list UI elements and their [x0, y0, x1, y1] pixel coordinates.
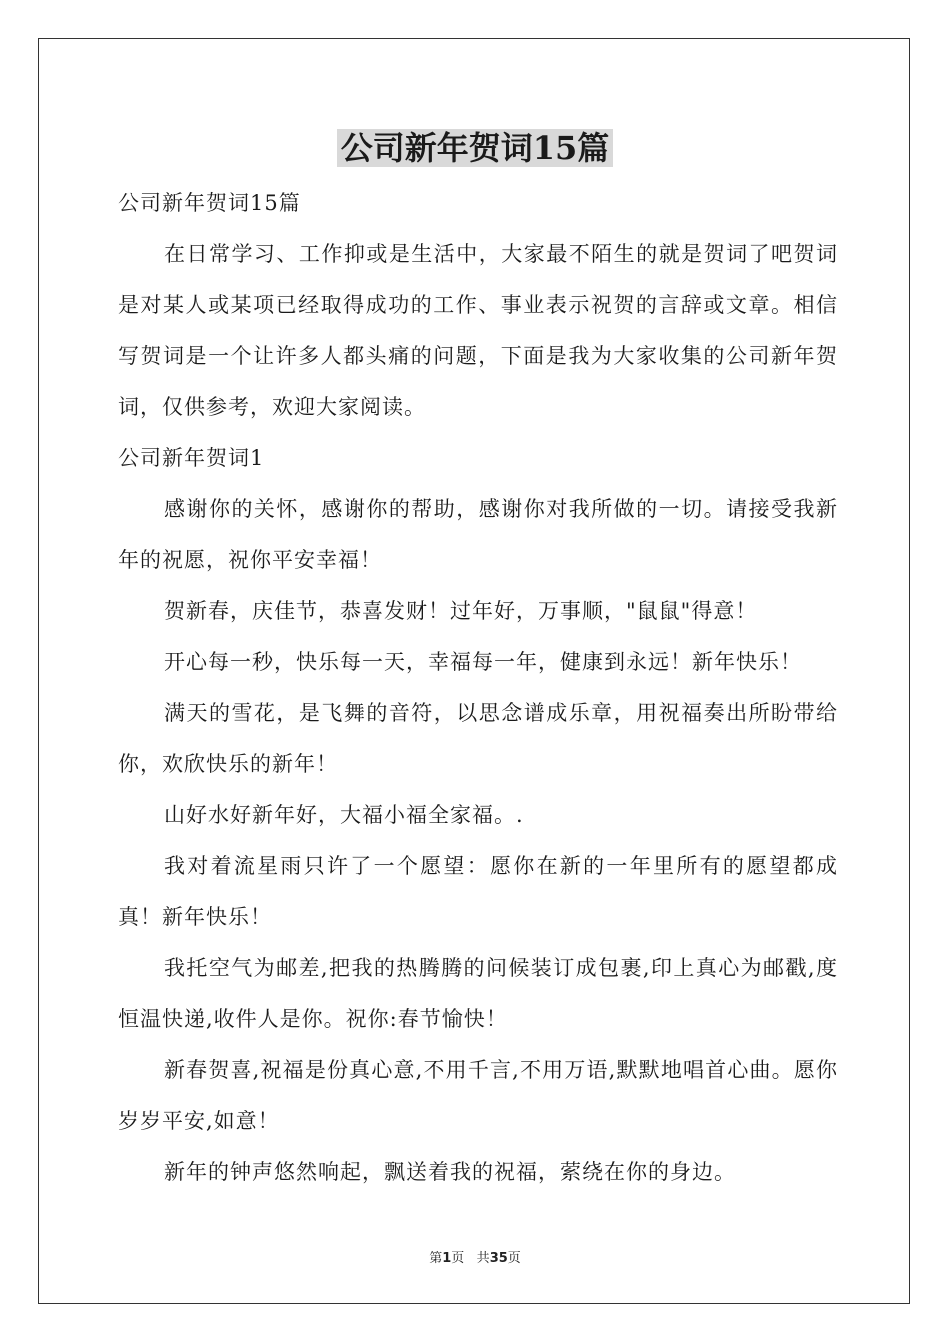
footer-page-number: 1	[442, 1251, 452, 1266]
paragraph: 新春贺喜,祝福是份真心意,不用千言,不用万语,默默地唱首心曲。愿你岁岁平安,如意！	[118, 1058, 838, 1133]
document-title-text: 公司新年贺词15篇	[337, 129, 614, 167]
paragraph: 开心每一秒，快乐每一天，幸福每一年，健康到永远！新年快乐！	[164, 650, 802, 674]
paragraph: 新年的钟声悠然响起，飘送着我的祝福，萦绕在你的身边。	[164, 1160, 736, 1184]
footer-prefix: 第	[429, 1251, 443, 1266]
footer-total-suffix: 页	[507, 1251, 521, 1266]
paragraph: 满天的雪花，是飞舞的音符，以思念谱成乐章，用祝福奏出所盼带给你，欢欣快乐的新年！	[118, 701, 838, 776]
paragraph: 在日常学习、工作抑或是生活中，大家最不陌生的就是贺词了吧贺词是对某人或某项已经取得成功的工作、事业表示祝贺的言辞或文章。相信写贺词是一个让许多人都头痛的问题，下面是我为大家收集的公司新年贺词，仅供参考，欢迎大家阅读。	[118, 242, 838, 419]
footer-total-pages: 35	[489, 1251, 508, 1266]
paragraph: 我对着流星雨只许了一个愿望：愿你在新的一年里所有的愿望都成真！新年快乐！	[118, 854, 838, 929]
page-footer	[0, 1247, 950, 1266]
paragraph: 贺新春，庆佳节，恭喜发财！过年好，万事顺，"鼠鼠"得意！	[164, 599, 758, 623]
document-title	[0, 126, 950, 170]
footer-total-prefix: 共	[476, 1251, 490, 1266]
footer-page-suffix: 页	[451, 1251, 465, 1266]
paragraph: 感谢你的关怀，感谢你的帮助，感谢你对我所做的一切。请接受我新年的祝愿，祝你平安幸福！	[118, 497, 838, 572]
paragraph: 我托空气为邮差,把我的热腾腾的问候装订成包裹,印上真心为邮戳,度恒温快递,收件人是你。祝你:春节愉快！	[118, 956, 838, 1031]
document-body	[118, 178, 838, 1198]
paragraph: 公司新年贺词1	[118, 446, 265, 470]
paragraph: 山好水好新年好，大福小福全家福。.	[164, 803, 524, 827]
paragraph: 公司新年贺词15篇	[118, 191, 301, 215]
